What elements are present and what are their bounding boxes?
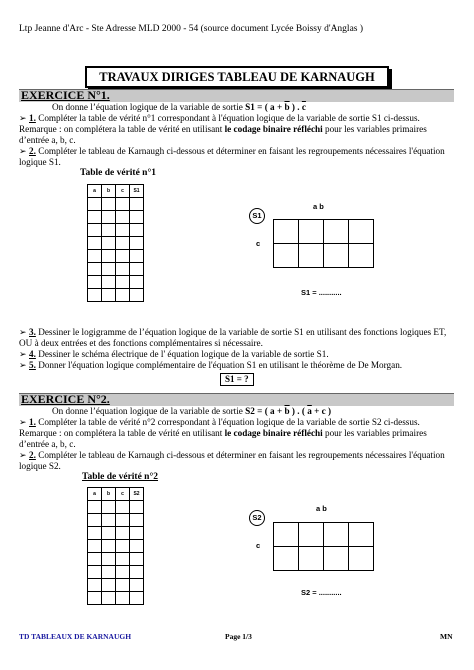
karnaugh-cell[interactable] (299, 547, 324, 571)
truth-table-cell[interactable] (116, 250, 130, 263)
exercise-2-heading: EXERCICE N°2. (21, 392, 110, 406)
truth-table-row (88, 211, 144, 224)
truth-table-header-cell: b (102, 185, 116, 198)
truth-table-cell[interactable] (102, 540, 116, 553)
truth-table-cell[interactable] (130, 527, 144, 540)
karnaugh-2-result: S2 = ........... (301, 588, 342, 597)
karnaugh-row (274, 244, 374, 268)
karnaugh-cell[interactable] (324, 523, 349, 547)
karnaugh-cell[interactable] (274, 244, 299, 268)
truth-table-cell[interactable] (88, 527, 102, 540)
truth-table-cell[interactable] (102, 224, 116, 237)
exercise-1-heading: EXERCICE N°1. (21, 88, 110, 102)
karnaugh-2-side-label: c (256, 541, 261, 550)
truth-table-cell[interactable] (88, 198, 102, 211)
truth-table-cell[interactable] (88, 566, 102, 579)
truth-table-cell[interactable] (130, 566, 144, 579)
truth-table-cell[interactable] (88, 250, 102, 263)
question-2: ➢ 2. Compléter le tableau de Karnaugh ci-dessous et déterminer en faisant les regroupements nécessaires l'équation logique S2. (19, 450, 445, 471)
karnaugh-row (274, 220, 374, 244)
karnaugh-1-result: S1 = ........... (301, 288, 342, 297)
karnaugh-map-1 (273, 219, 374, 268)
truth-table-cell[interactable] (130, 224, 144, 237)
truth-table-2 (87, 487, 144, 605)
karnaugh-cell[interactable] (299, 523, 324, 547)
karnaugh-row (274, 523, 374, 547)
truth-table-header-cell: S1 (130, 185, 144, 198)
truth-table-cell[interactable] (130, 501, 144, 514)
question-1: ➢ 1. Compléter la table de vérité n°2 correspondant à l'équation logique de la variable de sortie S2 ci-dessus. (19, 417, 420, 427)
truth-table-cell[interactable] (130, 540, 144, 553)
karnaugh-cell[interactable] (324, 244, 349, 268)
truth-table-cell[interactable] (116, 211, 130, 224)
truth-table-cell[interactable] (102, 250, 116, 263)
arrow-icon: ➢ (19, 349, 27, 359)
karnaugh-row (274, 547, 374, 571)
truth-table-cell[interactable] (116, 527, 130, 540)
question-5: ➢ 5. Donner l'équation logique complémentaire de l'équation S1 en utilisant le théorème de De Morgan. (19, 360, 403, 370)
truth-table-cell[interactable] (130, 276, 144, 289)
karnaugh-cell[interactable] (324, 547, 349, 571)
truth-table-cell[interactable] (116, 514, 130, 527)
truth-table-header-cell: a (88, 488, 102, 501)
truth-table-cell[interactable] (88, 263, 102, 276)
karnaugh-cell[interactable] (349, 220, 374, 244)
q5-answer-box: S1 = ? (220, 373, 254, 386)
karnaugh-cell[interactable] (274, 523, 299, 547)
truth-table-cell[interactable] (102, 198, 116, 211)
karnaugh-1-top-label: a b (313, 202, 324, 211)
exercise-1-questions-2 (19, 327, 459, 371)
truth-table-cell[interactable] (130, 250, 144, 263)
exercise-2-questions (19, 417, 459, 472)
truth-table-header-row (88, 185, 144, 198)
karnaugh-1-side-label: c (256, 239, 261, 248)
truth-table-cell[interactable] (130, 237, 144, 250)
truth-table-cell[interactable] (130, 263, 144, 276)
truth-table-header-cell: c (116, 488, 130, 501)
truth-table-cell[interactable] (102, 276, 116, 289)
karnaugh-cell[interactable] (349, 244, 374, 268)
truth-table-2-title: Table de vérité n°2 (82, 472, 159, 482)
truth-table-cell[interactable] (102, 263, 116, 276)
truth-table-cell[interactable] (88, 211, 102, 224)
truth-table-row (88, 579, 144, 592)
truth-table-cell[interactable] (102, 237, 116, 250)
truth-table-header-cell: a (88, 185, 102, 198)
karnaugh-2-top-label: a b (316, 504, 327, 513)
karnaugh-cell[interactable] (274, 220, 299, 244)
arrow-icon: ➢ (19, 113, 27, 123)
question-4: ➢ 4. Dessiner le schéma électrique de l' équation logique de la variable de sortie S1. (19, 349, 329, 359)
arrow-icon: ➢ (19, 146, 27, 156)
footer-left: TD TABLEAUX DE KARNAUGH (19, 632, 132, 641)
truth-table-cell[interactable] (88, 579, 102, 592)
truth-table-row (88, 540, 144, 553)
truth-table-cell[interactable] (130, 514, 144, 527)
arrow-icon: ➢ (19, 450, 27, 460)
truth-table-cell[interactable] (116, 579, 130, 592)
karnaugh-cell[interactable] (274, 547, 299, 571)
truth-table-1-title: Table de vérité n°1 (80, 168, 157, 178)
truth-table-cell[interactable] (130, 592, 144, 605)
exercise-1-questions (19, 113, 459, 168)
truth-table-row (88, 263, 144, 276)
truth-table-row (88, 198, 144, 211)
truth-table-cell[interactable] (88, 224, 102, 237)
truth-table-row (88, 250, 144, 263)
arrow-icon: ➢ (19, 327, 27, 337)
truth-table-cell[interactable] (102, 579, 116, 592)
truth-table-cell[interactable] (102, 566, 116, 579)
exercise-1-intro: On donne l’équation logique de la variable de sortie S1 = ( $a + \overline{b}$ ) . $\overline{c}$ (52, 102, 306, 112)
arrow-icon: ➢ (19, 360, 27, 370)
truth-table-cell[interactable] (116, 224, 130, 237)
truth-table-cell[interactable] (116, 198, 130, 211)
truth-table-row (88, 527, 144, 540)
question-2: ➢ 2. Compléter le tableau de Karnaugh ci-dessous et déterminer en faisant les regroupements nécessaires l'équation logique S1. (19, 146, 445, 167)
karnaugh-cell[interactable] (299, 244, 324, 268)
truth-table-cell[interactable] (116, 289, 130, 302)
truth-table-header-cell: S2 (130, 488, 144, 501)
karnaugh-cell[interactable] (349, 547, 374, 571)
truth-table-row (88, 514, 144, 527)
truth-table-cell[interactable] (116, 540, 130, 553)
remark: Remarque : on complétera la table de vérité en utilisant le codage binaire réfléchi pour les variables primaires d’entrée a, b, c. (19, 428, 427, 449)
arrow-icon: ➢ (19, 417, 27, 427)
truth-table-cell[interactable] (116, 263, 130, 276)
truth-table-row (88, 553, 144, 566)
truth-table-cell[interactable] (88, 540, 102, 553)
truth-table-cell[interactable] (116, 501, 130, 514)
truth-table-cell[interactable] (116, 566, 130, 579)
page-header: Ltp Jeanne d'Arc - Ste Adresse MLD 2000 - 54 (source document Lycée Boissy d'Anglas ) (19, 24, 364, 34)
truth-table-cell[interactable] (88, 501, 102, 514)
truth-table-cell[interactable] (88, 276, 102, 289)
truth-table-header-cell: c (116, 185, 130, 198)
karnaugh-cell[interactable] (299, 220, 324, 244)
truth-table-cell[interactable] (102, 211, 116, 224)
truth-table-cell[interactable] (102, 553, 116, 566)
truth-table-cell[interactable] (88, 592, 102, 605)
footer-page-number: Page 1/3 (225, 632, 252, 641)
truth-table-cell[interactable] (88, 514, 102, 527)
question-1: ➢ 1. Compléter la table de vérité n°1 correspondant à l'équation logique de la variable de sortie S1 ci-dessus. (19, 113, 420, 123)
truth-table-cell[interactable] (130, 211, 144, 224)
karnaugh-2-output-circle: S2 (249, 510, 265, 526)
truth-table-cell[interactable] (88, 289, 102, 302)
truth-table-cell[interactable] (102, 514, 116, 527)
truth-table-cell[interactable] (130, 198, 144, 211)
truth-table-cell[interactable] (102, 501, 116, 514)
truth-table-cell[interactable] (102, 289, 116, 302)
truth-table-cell[interactable] (88, 237, 102, 250)
karnaugh-cell[interactable] (349, 523, 374, 547)
karnaugh-1-output-circle: S1 (249, 208, 265, 224)
truth-table-header-row (88, 488, 144, 501)
footer-right: MN (440, 632, 453, 641)
truth-table-cell[interactable] (102, 592, 116, 605)
truth-table-row (88, 237, 144, 250)
truth-table-row (88, 501, 144, 514)
truth-table-cell[interactable] (116, 553, 130, 566)
truth-table-cell[interactable] (116, 276, 130, 289)
karnaugh-cell[interactable] (324, 220, 349, 244)
truth-table-cell[interactable] (130, 579, 144, 592)
page-title: TRAVAUX DIRIGES TABLEAU DE KARNAUGH (85, 66, 389, 88)
truth-table-cell[interactable] (130, 289, 144, 302)
truth-table-cell[interactable] (116, 592, 130, 605)
truth-table-cell[interactable] (130, 553, 144, 566)
karnaugh-map-2 (273, 522, 374, 571)
truth-table-row (88, 289, 144, 302)
question-3: ➢ 3. Dessiner le logigramme de l’équation logique de la variable de sortie S1 en utilisant des fonctions logiques ET, OU à deux entrées et des fonctions complémentaires si nécessaire. (19, 327, 447, 348)
remark: Remarque : on complétera la table de vérité en utilisant le codage binaire réfléchi pour les variables primaires d’entrée a, b, c. (19, 124, 427, 145)
truth-table-row (88, 566, 144, 579)
truth-table-1 (87, 184, 144, 302)
truth-table-cell[interactable] (88, 553, 102, 566)
truth-table-cell[interactable] (102, 527, 116, 540)
truth-table-row (88, 592, 144, 605)
truth-table-cell[interactable] (116, 237, 130, 250)
truth-table-row (88, 224, 144, 237)
exercise-2-intro: On donne l’équation logique de la variable de sortie S2 = ( $a + \overline{b}$ ) . ( $\overline{a} + c$ ) (52, 406, 332, 416)
truth-table-header-cell: b (102, 488, 116, 501)
truth-table-row (88, 276, 144, 289)
